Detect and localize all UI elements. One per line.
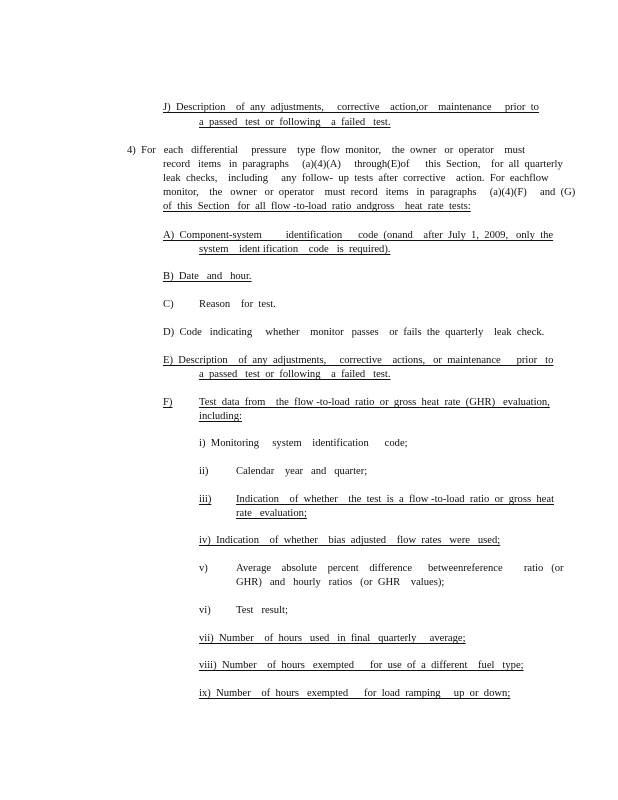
para-4-line-1: 4) For each differential pressure type flow monitor, the owner or operator must (127, 145, 526, 156)
item-j-line-1: J) Description of any adjustments, corrective action,or maintenance prior to (163, 102, 539, 113)
item-c-text: Reason for test. (199, 299, 276, 310)
item-c-tag: C) (163, 299, 174, 310)
sub-item-iv: iv) Indication of whether bias adjusted flow rates were used; (199, 535, 501, 546)
sub-item-vi-tag: vi) (199, 605, 211, 616)
sub-item-iii-tag: iii) (199, 494, 212, 505)
sub-item-vii: vii) Number of hours used in final quarterly average; (199, 633, 466, 644)
item-e-line-2: a passed test or following a failed test. (199, 369, 391, 380)
item-e-line-1: E) Description of any adjustments, corrective actions, or maintenance prior to (163, 355, 554, 366)
item-f-line-2: including: (199, 411, 242, 422)
para-4-line-2: record items in paragraphs (a)(4)(A) through(E)of this Section, for all quarterly (163, 159, 563, 170)
sub-item-ix: ix) Number of hours exempted for load ramping up or down; (199, 688, 511, 699)
item-a-line-2: system ident ification code is required). (199, 244, 391, 255)
sub-item-vi-text: Test result; (236, 605, 288, 616)
item-f-line-1: Test data from the flow -to-load ratio or gross heat rate (GHR) evaluation, (199, 397, 550, 408)
sub-item-iii-line-1: Indication of whether the test is a flow -to-load ratio or gross heat (236, 494, 555, 505)
item-a-line-1: A) Component-system identification code (onand after July 1, 2009, only the (163, 230, 554, 241)
item-d: D) Code indicating whether monitor passes or fails the quarterly leak check. (163, 327, 545, 338)
sub-item-v-line-2: GHR) and hourly ratios (or GHR values); (236, 577, 445, 588)
item-j-line-2: a passed test or following a failed test. (199, 117, 391, 128)
sub-item-ii-text: Calendar year and quarter; (236, 466, 368, 477)
sub-item-v-tag: v) (199, 563, 208, 574)
item-f-tag: F) (163, 397, 173, 408)
sub-item-v-line-1: Average absolute percent difference betweenreference ratio (or (236, 563, 564, 574)
para-4-line-5: of this Section for all flow -to-load ratio andgross heat rate tests: (163, 201, 471, 212)
para-4-line-4: monitor, the owner or operator must record items in paragraphs (a)(4)(F) and (G) (163, 187, 576, 198)
sub-item-i: i) Monitoring system identification code; (199, 438, 408, 449)
item-b: B) Date and hour. (163, 271, 252, 282)
sub-item-ii-tag: ii) (199, 466, 209, 477)
para-4-line-3: leak checks, including any follow- up tests after corrective action. For eachflow (163, 173, 549, 184)
sub-item-viii: viii) Number of hours exempted for use of a different fuel type; (199, 660, 524, 671)
sub-item-iii-line-2: rate evaluation; (236, 508, 307, 519)
